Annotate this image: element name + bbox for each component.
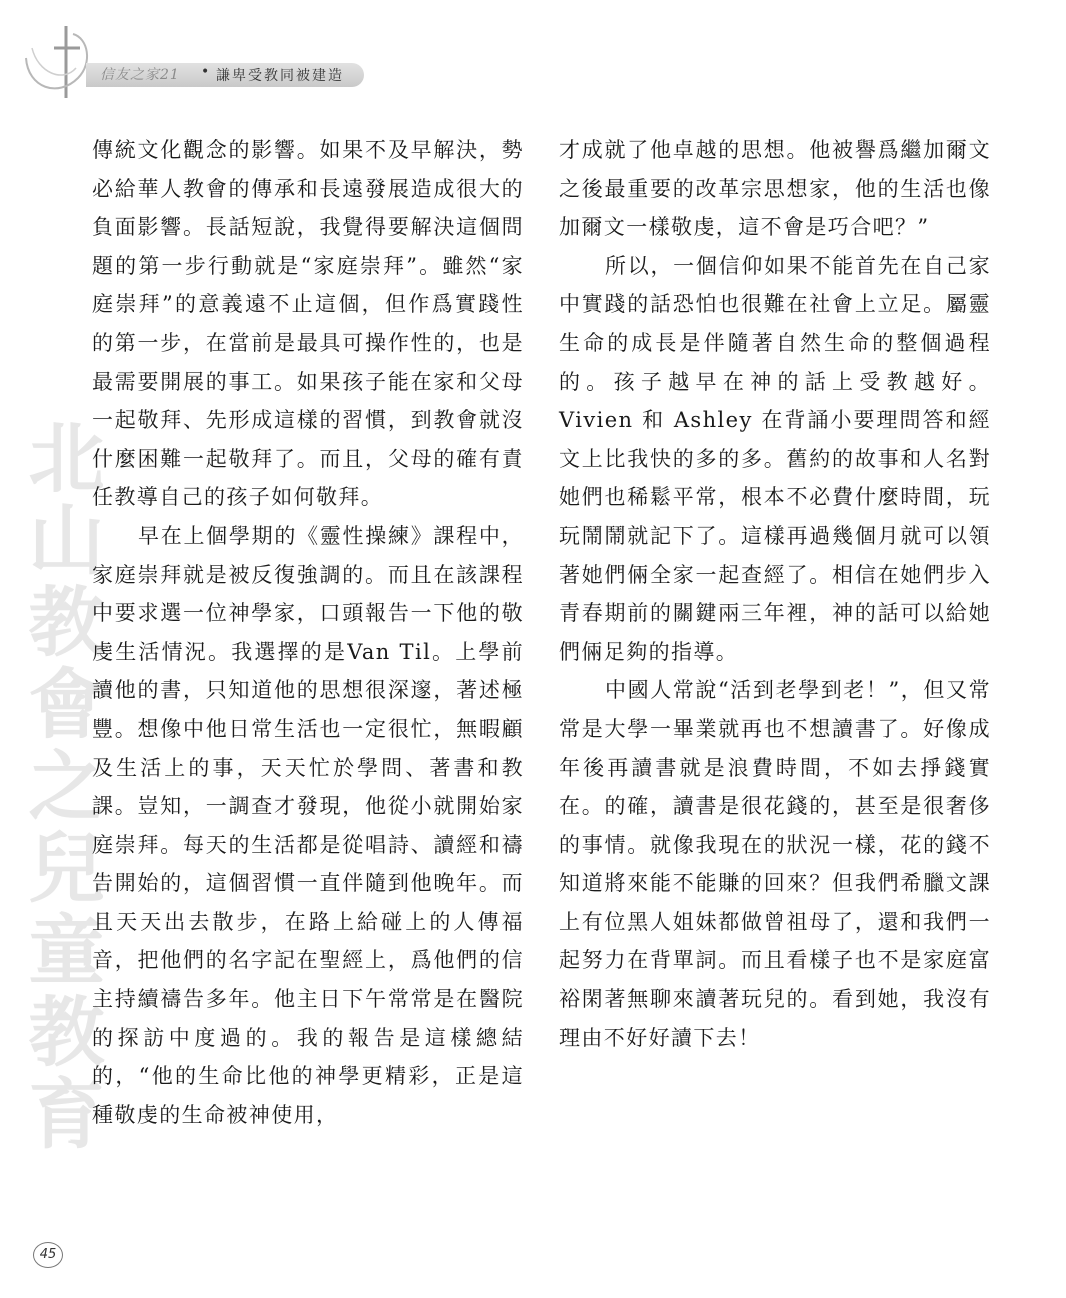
paragraph: 才成就了他卓越的思想。他被譽爲繼加爾文之後最重要的改革宗思想家，他的生活也像加爾文一樣敬虔，這不會是巧合吧？” <box>559 138 991 240</box>
page-number: 45 <box>33 1242 63 1268</box>
header-separator: • <box>201 64 210 80</box>
magazine-name: 信友之家21 <box>100 67 180 83</box>
article-title: 謙卑受教同被建造 <box>216 68 344 84</box>
side-banner <box>0 400 105 1298</box>
side-banner-text: 北山教會之兒童教育 <box>16 418 105 1156</box>
paragraph: 所以，一個信仰如果不能首先在自己家中實踐的話恐怕也很難在社會上立足。屬靈生命的成長是伴隨著自然生命的整個過程的。孩子越早在神的話上受教越好。Vivien 和 Ashley 在背誦小要理問答和經文上比我快的多的多。舊約的故事和人名對她們也稀鬆平常，根本不必費什麼時間，玩玩鬧鬧就記下了。這樣再過幾個月就可以領著她們倆全家一起查經了。相信在她們步入青春期前的關鍵兩三年裡，神的話可以給她們倆足夠的指導。 <box>559 253 991 664</box>
right-column <box>559 131 991 1057</box>
page-header <box>0 0 1066 110</box>
paragraph: 早在上個學期的《靈性操練》課程中，家庭崇拜就是被反復強調的。而且在該課程中要求選一位神學家，口頭報告一下他的敬虔生活情況。我選擇的是Van Til。上學前讀他的書，只知道他的思想很深邃，著述極豐。想像中他日常生活也一定很忙，無暇顧及生活上的事，天天忙於學問、著書和教課。豈知，一調查才發現，他從小就開始家庭崇拜。每天的生活都是從唱詩、讀經和禱告開始的，這個習慣一直伴隨到他晚年。而且天天出去散步，在路上給碰上的人傳福音，把他們的名字記在聖經上，爲他們的信主持續禱告多年。他主日下午常常是在醫院的探訪中度過的。我的報告是這樣總結的，“他的生命比他的神學更精彩，正是這種敬虔的生命被神使用， <box>92 523 524 1127</box>
paragraph: 傳統文化觀念的影響。如果不及早解決，勢必給華人教會的傳承和長遠發展造成很大的負面影響。長話短說，我覺得要解決這個問題的第一步行動就是“家庭崇拜”。雖然“家庭崇拜”的意義遠不止這個，但作爲實踐性的第一步，在當前是最具可操作性的，也是最需要開展的事工。如果孩子能在家和父母一起敬拜、先形成這樣的習慣，到教會就沒什麼困難一起敬拜了。而且，父母的確有責任教導自己的孩子如何敬拜。 <box>92 138 524 510</box>
paragraph: 中國人常說“活到老學到老！”，但又常常是大學一畢業就再也不想讀書了。好像成年後再讀書就是浪費時間，不如去掙錢實在。的確，讀書是很花錢的，甚至是很奢侈的事情。就像我現在的狀況一樣，花的錢不知道將來能不能賺的回來？但我們希臘文課上有位黑人姐妹都做曾祖母了，還和我們一起努力在背單詞。而且看樣子也不是家庭富裕閑著無聊來讀著玩兒的。看到她，我沒有理由不好好讀下去！ <box>559 678 991 1050</box>
left-column <box>92 131 524 1134</box>
